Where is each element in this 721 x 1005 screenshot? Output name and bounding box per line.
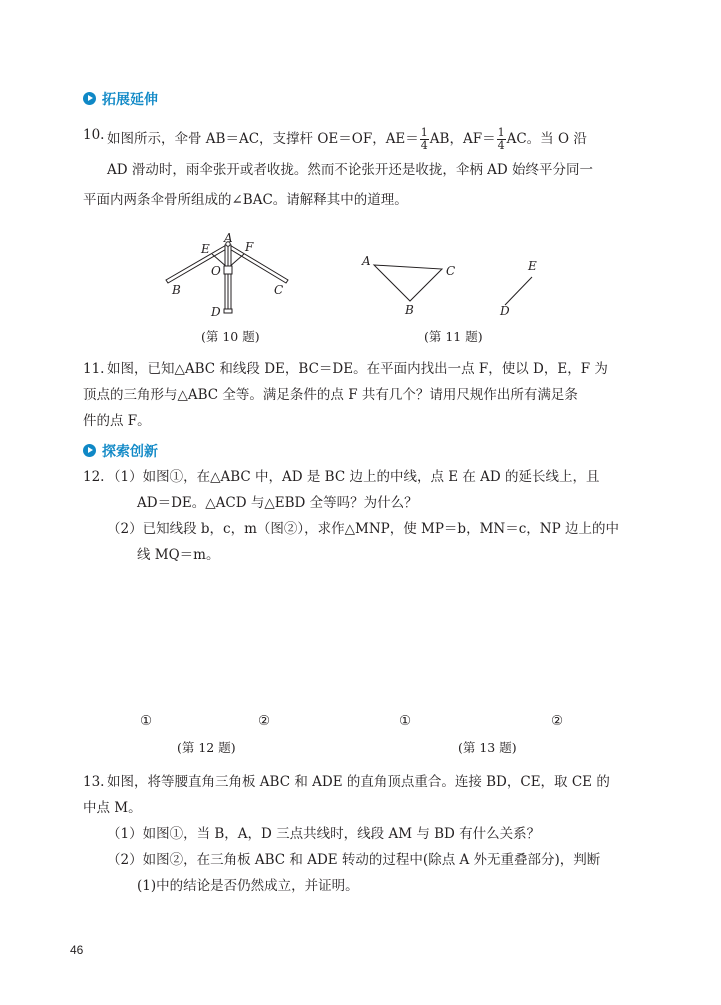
fig11-label-E: E (528, 259, 537, 273)
q11-line-2: 顶点的三角形与△ABC 全等。满足条件的点 F 共有几个？请用尺规作出所有满足条 (83, 387, 578, 403)
fig10-label-D: D (211, 305, 221, 319)
q12-part1-line-1: （1）如图①，在△ABC 中，AD 是 BC 边上的中线，点 E 在 AD 的延长线上，且 (107, 469, 600, 485)
figure-12-caption: (第 12 题) (177, 740, 236, 755)
q13-number: 13. (83, 774, 105, 790)
q13-line-1: 如图，将等腰直角三角板 ABC 和 ADE 的直角顶点重合。连接 BD，CE，取 CE 的 (107, 774, 610, 790)
q10-line-1: 如图所示，伞骨 AB＝AC，支撑杆 OE＝OF，AE＝ $\frac{1}{4}$ AB，AF＝ $\frac{1}{4}$ AC。当 O 沿 (107, 126, 587, 152)
q11-line-1: 如图，已知△ABC 和线段 DE，BC＝DE。在平面内找出一点 F，使以 D，E，F 为 (107, 361, 608, 377)
fig10-label-E: E (201, 242, 210, 256)
page-number: 46 (70, 943, 84, 957)
q10-number: 10. (83, 127, 105, 143)
fig10-label-O: O (211, 264, 221, 278)
q12-number: 12. (83, 469, 105, 485)
fig10-label-F: F (245, 240, 254, 254)
play-circle-icon (83, 444, 96, 457)
fraction-quarter: $\frac{1}{4}$ (420, 126, 428, 152)
fig10-label-A: A (224, 231, 233, 245)
fig12-marker-1: ① (140, 713, 153, 729)
section-heading-explore: 探索创新 (83, 441, 158, 461)
q12-part1-line-2: AD＝DE。△ACD 与△EBD 全等吗？为什么？ (137, 495, 418, 511)
fig11-label-C: C (446, 264, 456, 278)
q13-part1: （1）如图①，当 B，A，D 三点共线时，线段 AM 与 BD 有什么关系？ (107, 826, 541, 842)
q12-part2-line-1: （2）已知线段 b，c，m（图②），求作△MNP，使 MP＝b，MN＝c，NP 边上的中 (107, 521, 619, 537)
q11-line-3: 件的点 F。 (83, 413, 151, 429)
fig10-label-C: C (274, 283, 284, 297)
q13-part2-line-1: （2）如图②，在三角板 ABC 和 ADE 转动的过程中(除点 A 外无重叠部分)，判断 (107, 852, 601, 868)
q13-part2-line-2: (1)中的结论是否仍然成立，并证明。 (137, 878, 359, 894)
fig11-label-B: B (405, 303, 414, 317)
fig13-marker-1: ① (399, 713, 412, 729)
q10-line-3: 平面内两条伞骨所组成的∠BAC。请解释其中的道理。 (83, 192, 408, 208)
fig12-marker-2: ② (258, 713, 271, 729)
q13-line-2: 中点 M。 (83, 800, 142, 816)
fig10-label-B: B (172, 283, 181, 297)
section-heading-extend: 拓展延伸 (83, 89, 158, 109)
fig13-marker-2: ② (551, 713, 564, 729)
q11-number: 11. (83, 361, 105, 377)
q10-line-2: AD 滑动时，雨伞张开或者收拢。然而不论张开还是收拢，伞柄 AD 始终平分同一 (107, 162, 594, 178)
figure-11-caption: (第 11 题) (424, 329, 483, 344)
play-circle-icon (83, 92, 96, 105)
q12-part2-line-2: 线 MQ＝m。 (137, 547, 220, 563)
fig11-label-A: A (362, 254, 371, 268)
fraction-quarter: $\frac{1}{4}$ (497, 126, 505, 152)
figure-10-caption: (第 10 题) (201, 329, 260, 344)
fig11-label-D: D (500, 304, 510, 318)
figure-10-umbrella (160, 232, 300, 324)
figure-13-caption: (第 13 题) (458, 740, 517, 755)
